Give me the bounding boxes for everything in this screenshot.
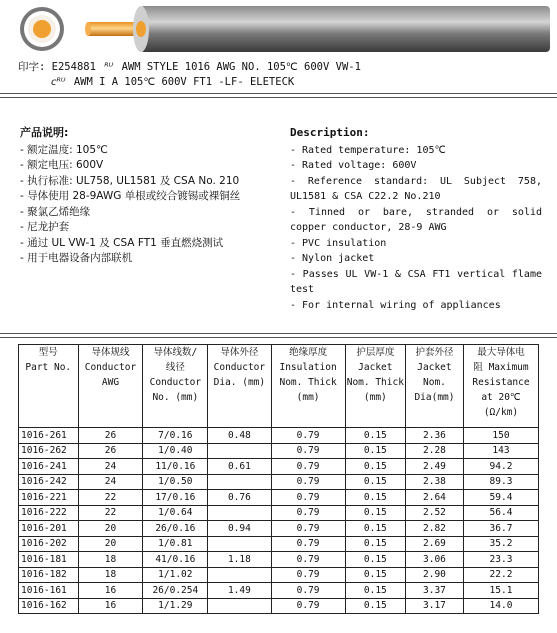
table-cell: 26 bbox=[78, 443, 143, 459]
print-line-2-text: AWM I A 105℃ 600V FT1 -LF- ELETECK bbox=[73, 76, 295, 88]
table-cell: 94.2 bbox=[463, 459, 538, 475]
table-cell: 36.7 bbox=[463, 521, 538, 537]
table-cell: 2.36 bbox=[405, 428, 463, 444]
table-cell: 22 bbox=[78, 505, 143, 521]
table-cell: 56.4 bbox=[463, 505, 538, 521]
table-cell: 11/0.16 bbox=[143, 459, 208, 475]
table-cell: 0.79 bbox=[271, 505, 345, 521]
divider bbox=[0, 97, 557, 98]
table-cell bbox=[208, 567, 271, 583]
table-cell: 15.1 bbox=[463, 583, 538, 599]
print-label: 印字: bbox=[18, 61, 46, 73]
table-cell: 0.15 bbox=[345, 567, 405, 583]
table-cell: 0.79 bbox=[271, 536, 345, 552]
table-cell: 0.15 bbox=[345, 474, 405, 490]
table-cell: 0.15 bbox=[345, 443, 405, 459]
spec-item: - 通过 UL VW-1 及 CSA FT1 垂直燃烧测试 bbox=[20, 236, 224, 249]
table-row bbox=[19, 443, 539, 459]
table-cell: 1.49 bbox=[208, 583, 271, 599]
table-header-row bbox=[19, 345, 539, 428]
table-cell: 0.79 bbox=[271, 490, 345, 506]
column-header: 护层厚度 Jacket Nom. Thick (mm) bbox=[345, 345, 405, 428]
table-cell: 23.3 bbox=[463, 552, 538, 568]
table-cell bbox=[208, 474, 271, 490]
part-number-cell: 1016-241 bbox=[19, 459, 79, 475]
part-number-cell: 1016-162 bbox=[19, 598, 79, 614]
table-cell: 0.15 bbox=[345, 598, 405, 614]
part-number-cell: 1016-181 bbox=[19, 552, 79, 568]
specs-chinese-list bbox=[20, 143, 280, 267]
table-cell: 2.69 bbox=[405, 536, 463, 552]
table-cell: 18 bbox=[78, 552, 143, 568]
table-cell: 2.52 bbox=[405, 505, 463, 521]
part-number-cell: 1016-161 bbox=[19, 583, 79, 599]
ul-recognized-mark: ᴿᵁ bbox=[104, 62, 114, 73]
print-legend bbox=[18, 60, 361, 90]
table-cell: 26/0.254 bbox=[143, 583, 208, 599]
part-number-cell: 1016-262 bbox=[19, 443, 79, 459]
table-row bbox=[19, 567, 539, 583]
cable-illustration bbox=[0, 0, 557, 60]
table-cell: 0.15 bbox=[345, 459, 405, 475]
table-cell: 16 bbox=[78, 598, 143, 614]
table-cell: 18 bbox=[78, 567, 143, 583]
table-cell: 1/0.64 bbox=[143, 505, 208, 521]
table-cell: 20 bbox=[78, 536, 143, 552]
column-header: 绝缘厚度 Insulation Nom. Thick (mm) bbox=[271, 345, 345, 428]
table-cell bbox=[208, 443, 271, 459]
table-row bbox=[19, 505, 539, 521]
part-number-cell: 1016-182 bbox=[19, 567, 79, 583]
spec-item: - 导体使用 28-9AWG 单根或绞合镀锡或裸铜丝 bbox=[20, 190, 241, 202]
divider bbox=[0, 93, 557, 94]
table-body bbox=[19, 428, 539, 614]
print-line-1 bbox=[18, 60, 361, 75]
spec-item: - PVC insulation bbox=[290, 237, 387, 249]
table-cell: 150 bbox=[463, 428, 538, 444]
spec-item: - 额定温度: 105℃ bbox=[20, 143, 108, 156]
column-header: 最大导体电 阻 Maximum Resistance at 20℃ (Ω/km) bbox=[463, 345, 538, 428]
table-cell: 0.94 bbox=[208, 521, 271, 537]
table-cell: 2.49 bbox=[405, 459, 463, 475]
table-cell: 0.79 bbox=[271, 598, 345, 614]
table-cell: 3.37 bbox=[405, 583, 463, 599]
print-line-1-text: AWM STYLE 1016 AWG NO. 105℃ 600V VW-1 bbox=[121, 61, 361, 73]
spec-item: - Passes UL VW-1 & CSA FT1 vertical flame test bbox=[290, 268, 542, 295]
part-number-cell: 1016-201 bbox=[19, 521, 79, 537]
spec-item: - Tinned or bare, stranded or solid copper conductor, 28-9 AWG bbox=[290, 206, 542, 233]
spec-item: - 尼龙护套 bbox=[20, 221, 70, 233]
spec-item: - 聚氯乙烯绝缘 bbox=[20, 205, 91, 218]
table-row bbox=[19, 583, 539, 599]
spec-item: - 用于电器设备内部联机 bbox=[20, 252, 133, 264]
table-cell: 0.61 bbox=[208, 459, 271, 475]
table-cell: 26/0.16 bbox=[143, 521, 208, 537]
part-number-cell: 1016-242 bbox=[19, 474, 79, 490]
spec-item: - Rated voltage: 600V bbox=[290, 160, 417, 171]
part-number-cell: 1016-222 bbox=[19, 505, 79, 521]
table-cell: 2.28 bbox=[405, 443, 463, 459]
table-cell: 0.15 bbox=[345, 536, 405, 552]
table-cell: 143 bbox=[463, 443, 538, 459]
table-cell: 17/0.16 bbox=[143, 490, 208, 506]
table-row bbox=[19, 490, 539, 506]
table-cell: 3.06 bbox=[405, 552, 463, 568]
spec-item: - For internal wiring of appliances bbox=[290, 299, 501, 311]
specs-english-list bbox=[290, 143, 542, 314]
table-row bbox=[19, 474, 539, 490]
column-header: 导体规线 Conductor AWG bbox=[78, 345, 143, 428]
table-cell: 0.15 bbox=[345, 552, 405, 568]
table-cell: 0.79 bbox=[271, 567, 345, 583]
table-cell: 41/0.16 bbox=[143, 552, 208, 568]
table-cell bbox=[208, 598, 271, 614]
table-cell: 0.79 bbox=[271, 552, 345, 568]
table-cell: 0.48 bbox=[208, 428, 271, 444]
spec-table bbox=[18, 344, 539, 614]
table-cell: 0.79 bbox=[271, 474, 345, 490]
table-row bbox=[19, 552, 539, 568]
specs-english-title: Description: bbox=[290, 126, 370, 139]
table-cell: 1.18 bbox=[208, 552, 271, 568]
table-cell: 2.38 bbox=[405, 474, 463, 490]
table-cell: 3.17 bbox=[405, 598, 463, 614]
table-row bbox=[19, 428, 539, 444]
spec-item: - Nylon jacket bbox=[290, 253, 375, 264]
table-cell: 1/1.02 bbox=[143, 567, 208, 583]
table-cell: 1/0.50 bbox=[143, 474, 208, 490]
table-cell: 0.79 bbox=[271, 459, 345, 475]
table-cell: 0.79 bbox=[271, 521, 345, 537]
column-header: 导体线数/ 线径 Conductor No. (mm) bbox=[143, 345, 208, 428]
table-cell: 0.15 bbox=[345, 521, 405, 537]
table-cell: 2.82 bbox=[405, 521, 463, 537]
divider bbox=[0, 333, 557, 334]
table-cell: 0.79 bbox=[271, 443, 345, 459]
column-header: 型号 Part No. bbox=[19, 345, 79, 428]
table-cell: 0.15 bbox=[345, 505, 405, 521]
cable-side-view bbox=[85, 6, 550, 52]
part-number-cell: 1016-202 bbox=[19, 536, 79, 552]
cul-recognized-mark: cᴿᵁ bbox=[51, 77, 66, 88]
specs-english bbox=[290, 125, 542, 313]
table-cell: 89.3 bbox=[463, 474, 538, 490]
spec-item: - 执行标准: UL758, UL1581 及 CSA No. 210 bbox=[20, 174, 240, 187]
table-cell: 24 bbox=[78, 474, 143, 490]
spec-item: - Reference standard: UL Subject 758, UL1581 & CSA C22.2 No.210 bbox=[290, 175, 542, 202]
table-row bbox=[19, 598, 539, 614]
table-cell: 1/0.40 bbox=[143, 443, 208, 459]
cable-cross-section bbox=[20, 7, 64, 51]
table-cell: 0.79 bbox=[271, 428, 345, 444]
spec-item: - 额定电压: 600V bbox=[20, 159, 104, 171]
table-row bbox=[19, 459, 539, 475]
table-cell: 7/0.16 bbox=[143, 428, 208, 444]
divider bbox=[0, 337, 557, 338]
table-cell: 16 bbox=[78, 583, 143, 599]
table-cell bbox=[208, 536, 271, 552]
column-header: 导体外径 Conductor Dia. (mm) bbox=[208, 345, 271, 428]
table-row bbox=[19, 521, 539, 537]
table-cell: 0.79 bbox=[271, 583, 345, 599]
table-cell: 20 bbox=[78, 521, 143, 537]
table-cell: 1/1.29 bbox=[143, 598, 208, 614]
table-cell: 2.64 bbox=[405, 490, 463, 506]
table-cell: 0.15 bbox=[345, 583, 405, 599]
table-cell: 22.2 bbox=[463, 567, 538, 583]
table-cell: 14.0 bbox=[463, 598, 538, 614]
spec-item: - Rated temperature: 105℃ bbox=[290, 144, 446, 156]
print-line-2 bbox=[18, 75, 361, 90]
table-cell: 35.2 bbox=[463, 536, 538, 552]
ul-file-number: E254881 bbox=[51, 61, 96, 73]
table-cell: 59.4 bbox=[463, 490, 538, 506]
table-cell: 1/0.81 bbox=[143, 536, 208, 552]
table-cell: 0.15 bbox=[345, 490, 405, 506]
part-number-cell: 1016-221 bbox=[19, 490, 79, 506]
table-cell: 0.15 bbox=[345, 428, 405, 444]
table-cell: 24 bbox=[78, 459, 143, 475]
part-number-cell: 1016-261 bbox=[19, 428, 79, 444]
specs-chinese-title: 产品说明: bbox=[20, 126, 69, 139]
table-cell bbox=[208, 505, 271, 521]
table-cell: 2.90 bbox=[405, 567, 463, 583]
specs-chinese bbox=[20, 125, 280, 267]
table-cell: 0.76 bbox=[208, 490, 271, 506]
table-cell: 22 bbox=[78, 490, 143, 506]
table-cell: 26 bbox=[78, 428, 143, 444]
column-header: 护套外径 Jacket Nom. Dia(mm) bbox=[405, 345, 463, 428]
table-row bbox=[19, 536, 539, 552]
